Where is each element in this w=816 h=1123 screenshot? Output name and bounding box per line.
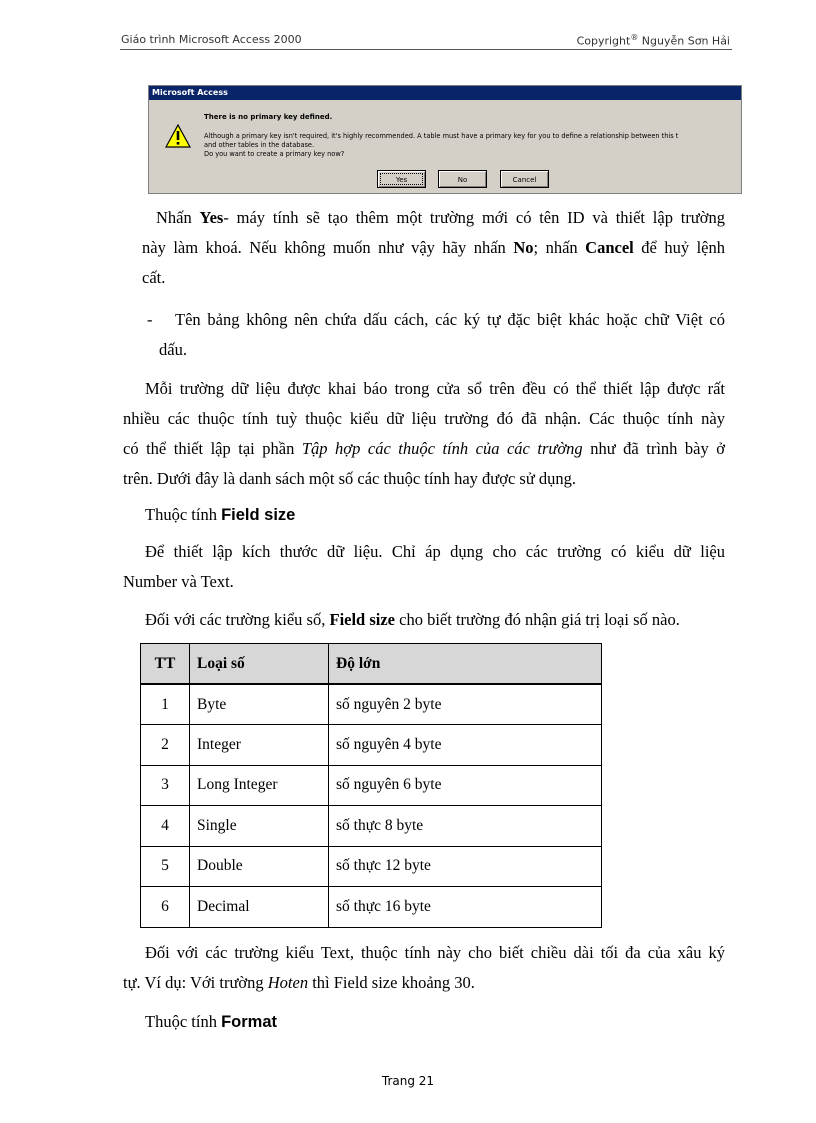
no-button[interactable]: No: [438, 170, 487, 188]
table-row: 5 Double số thực 12 byte: [141, 846, 602, 887]
table-row: 6 Decimal số thực 16 byte: [141, 887, 602, 928]
access-dialog-screenshot: [148, 85, 742, 194]
para1-line3: cất.: [142, 268, 166, 287]
bullet-line2: dấu.: [159, 340, 187, 359]
bullet-dash: -: [147, 310, 153, 329]
dialog-message-line-2: and other tables in the database.: [204, 141, 315, 149]
copyright-text: Copyright: [576, 34, 631, 48]
table-row: 2 Integer số nguyên 4 byte: [141, 725, 602, 766]
yes-keyword: Yes: [199, 208, 224, 227]
yes-button[interactable]: Yes: [377, 170, 426, 188]
para2-line3: có thể thiết lập tại phần Tập hợp các thuộc tính của các trường như đã trình bày ở: [123, 439, 725, 458]
dialog-title-bar: Microsoft Access: [149, 86, 741, 100]
para1-line1: Nhấn Yes- máy tính sẽ tạo thêm một trường mới có tên ID và thiết lập trường: [156, 208, 725, 227]
warning-icon: [165, 124, 191, 148]
cancel-keyword: Cancel: [585, 238, 634, 257]
table-header-row: [141, 644, 602, 685]
bullet-line1: Tên bảng không nên chứa dấu cách, các ký tự đặc biệt khác hoặc chữ Việt có: [175, 310, 725, 329]
col-header-do-lon: Độ lớn: [329, 644, 602, 685]
cancel-button[interactable]: Cancel: [500, 170, 549, 188]
col-header-loai-so: Loại số: [190, 644, 329, 685]
table-row: 3 Long Integer số nguyên 6 byte: [141, 765, 602, 806]
para5-line1: Đối với các trường kiểu Text, thuộc tính này cho biết chiều dài tối đa của xâu ký: [145, 943, 725, 962]
para1-line2: này làm khoá. Nếu không muốn như vậy hãy nhấn No; nhấn Cancel để huỷ lệnh: [142, 238, 725, 257]
para5-line2: tự. Ví dụ: Với trường Hoten thì Field size khoảng 30.: [123, 973, 475, 992]
section-heading-format: Thuộc tính Format: [145, 1012, 277, 1031]
section-heading-field-size: Thuộc tính Field size: [145, 505, 296, 524]
header-copyright: [577, 33, 730, 48]
table-row: 1 Byte số nguyên 2 byte: [141, 684, 602, 725]
para2-line2: nhiều các thuộc tính tuỳ thuộc kiểu dữ liệu trường đó đã nhận. Các thuộc tính này: [123, 409, 725, 428]
para3-line2: Number và Text.: [123, 572, 234, 591]
header-left-title: Giáo trình Microsoft Access 2000: [121, 33, 302, 46]
no-keyword: No: [513, 238, 534, 257]
para2-line1: Mỗi trường dữ liệu được khai báo trong cửa sổ trên đều có thể thiết lập được rất: [145, 379, 725, 398]
col-header-tt: TT: [141, 644, 190, 685]
page-number: Trang 21: [381, 1074, 435, 1088]
registered-mark: ®: [630, 33, 639, 42]
italic-hoten: Hoten: [267, 973, 309, 992]
header-rule: [120, 49, 732, 50]
para3-line1: Để thiết lập kích thước dữ liệu. Chỉ áp dụng cho các trường có kiểu dữ liệu: [145, 542, 725, 561]
dialog-message-line-3: Do you want to create a primary key now?: [204, 150, 345, 158]
para2-line4: trên. Dưới đây là danh sách một số các thuộc tính hay được sử dụng.: [123, 469, 577, 488]
table-row: 4 Single số thực 8 byte: [141, 806, 602, 847]
para4: Đối với các trường kiểu số, Field size cho biết trường đó nhận giá trị loại số nào.: [145, 610, 680, 629]
dialog-message-line-1: Although a primary key isn't required, it's highly recommended. A table must have a primary key for you to define a relationship between this t: [204, 132, 679, 140]
field-size-table: [140, 643, 602, 928]
dialog-heading: There is no primary key defined.: [204, 113, 333, 121]
author-name: Nguyễn Sơn Hải: [638, 34, 730, 48]
italic-reference: Tập hợp các thuộc tính của các trường: [301, 439, 583, 458]
